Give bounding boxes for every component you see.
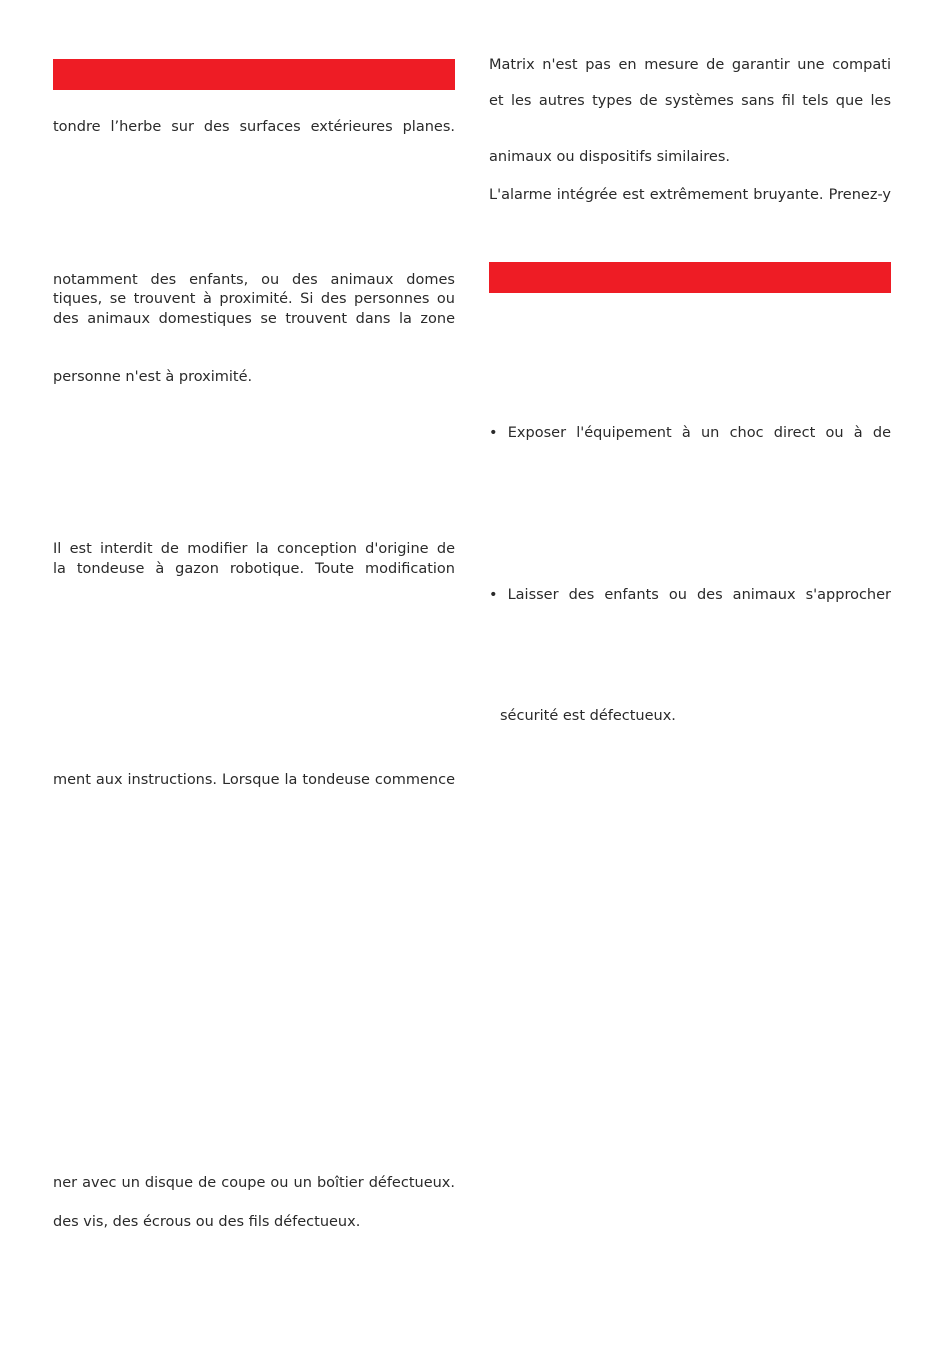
bullet-item: • Laisser des enfants ou des animaux s'approcher bbox=[489, 587, 891, 603]
right-text-line: et les autres types de systèmes sans fil tels que les bbox=[489, 93, 891, 109]
bullet-item: • Exposer l'équipement à un choc direct ou à de bbox=[489, 425, 891, 441]
left-text-line: Il est interdit de modifier la conception d'origine de bbox=[53, 541, 455, 557]
left-text-line: des animaux domestiques se trouvent dans la zone bbox=[53, 311, 455, 327]
right-text-line: L'alarme intégrée est extrêmement bruyante. Prenez-y bbox=[489, 187, 891, 203]
section-header-bar-left bbox=[53, 59, 455, 90]
left-text-line: notamment des enfants, ou des animaux domes bbox=[53, 272, 455, 288]
left-text-line: la tondeuse à gazon robotique. Toute modification bbox=[53, 561, 455, 577]
bullet-continuation: sécurité est défectueux. bbox=[500, 708, 676, 724]
left-text-line: des vis, des écrous ou des fils défectueux. bbox=[53, 1214, 361, 1230]
section-header-bar-right bbox=[489, 262, 891, 293]
left-text-line: tondre l’herbe sur des surfaces extérieures planes. bbox=[53, 119, 455, 135]
left-text-line: ner avec un disque de coupe ou un boîtier défectueux. bbox=[53, 1175, 455, 1191]
right-text-line: animaux ou dispositifs similaires. bbox=[489, 149, 730, 165]
right-text-line: Matrix n'est pas en mesure de garantir une compati bbox=[489, 57, 891, 73]
left-text-line: personne n'est à proximité. bbox=[53, 369, 253, 385]
left-text-line: ment aux instructions. Lorsque la tondeuse commence bbox=[53, 772, 455, 788]
left-text-line: tiques, se trouvent à proximité. Si des personnes ou bbox=[53, 291, 455, 307]
